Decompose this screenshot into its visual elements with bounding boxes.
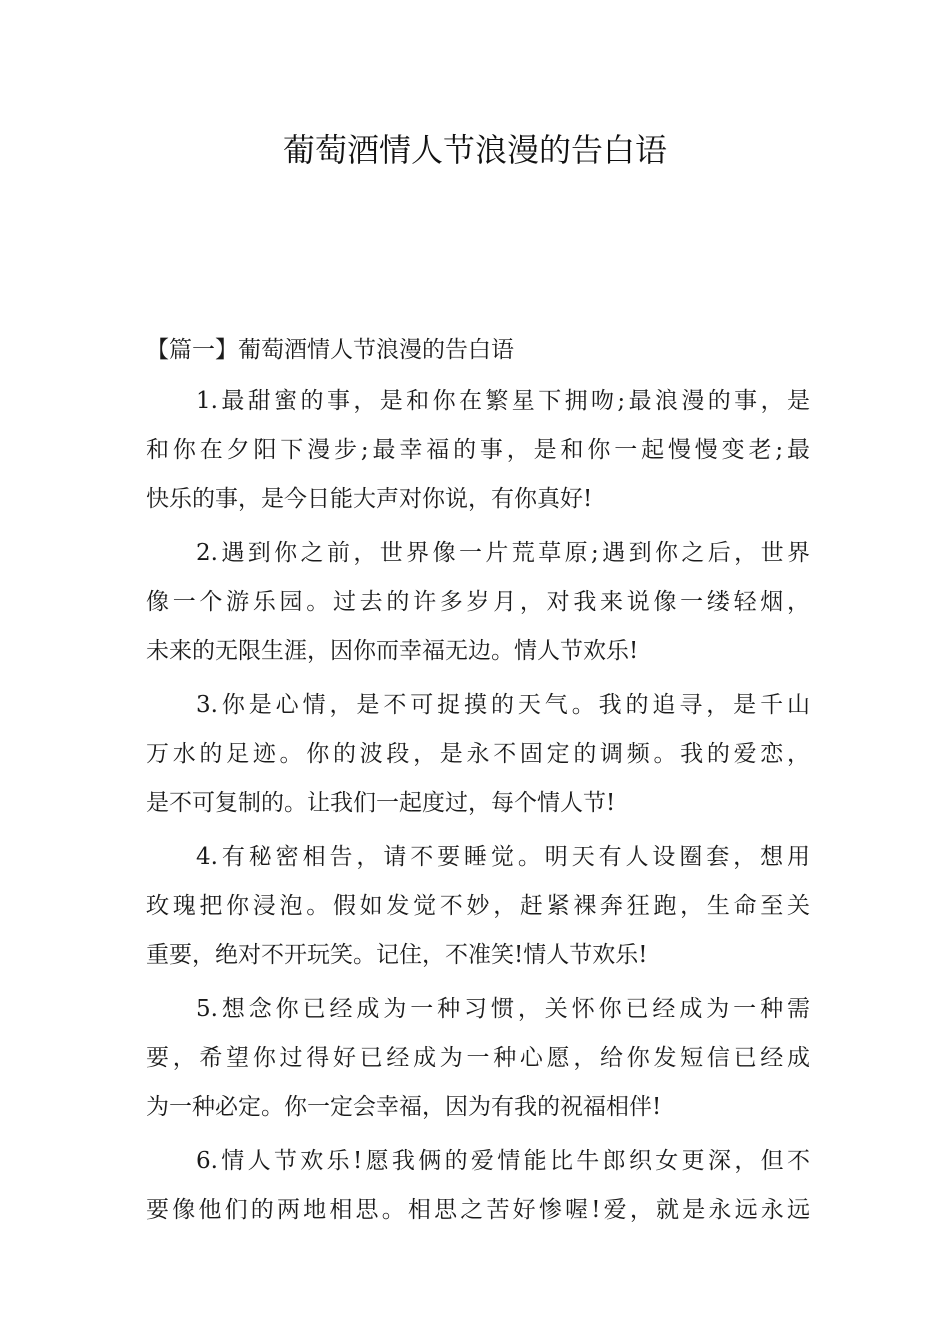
paragraph-line: 和你在夕阳下漫步;最幸福的事，是和你一起慢慢变老;最: [146, 437, 810, 463]
paragraph-line: 要，希望你过得好已经成为一种心愿，给你发短信已经成: [146, 1045, 810, 1071]
paragraph-line: 为一种必定。你一定会幸福，因为有我的祝福相伴!: [146, 1094, 662, 1120]
paragraph-5: [146, 985, 810, 1132]
paragraph-line: 3.你是心情，是不可捉摸的天气。我的追寻，是千山: [196, 692, 810, 718]
paragraph-line: 6.情人节欢乐!愿我俩的爱情能比牛郎织女更深，但不: [196, 1148, 810, 1174]
paragraph-line: 要像他们的两地相思。相思之苦好惨喔!爱，就是永远永远: [146, 1197, 810, 1223]
paragraph-line: 2.遇到你之前，世界像一片荒草原;遇到你之后，世界: [196, 540, 810, 566]
section-heading: 【篇一】葡萄酒情人节浪漫的告白语: [146, 337, 514, 363]
paragraph-3: [146, 681, 810, 828]
paragraph-line: 未来的无限生涯，因你而幸福无边。情人节欢乐!: [146, 638, 639, 664]
paragraph-line: 像一个游乐园。过去的许多岁月，对我来说像一缕轻烟，: [146, 589, 810, 615]
paragraph-2: [146, 529, 810, 676]
document-title: 葡萄酒情人节浪漫的告白语: [282, 131, 667, 169]
paragraph-line: 4.有秘密相告，请不要睡觉。明天有人设圈套，想用: [196, 844, 810, 870]
paragraph-line: 玫瑰把你浸泡。假如发觉不妙，赶紧裸奔狂跑，生命至关: [146, 893, 810, 919]
paragraph-line: 是不可复制的。让我们一起度过，每个情人节!: [146, 790, 616, 816]
paragraph-line: 重要，绝对不开玩笑。记住，不准笑!情人节欢乐!: [146, 942, 648, 968]
paragraph-1: [146, 377, 810, 524]
paragraph-4: [146, 833, 810, 980]
document-body: [146, 328, 810, 1240]
paragraph-line: 5.想念你已经成为一种习惯，关怀你已经成为一种需: [196, 996, 810, 1022]
paragraph-line: 1.最甜蜜的事，是和你在繁星下拥吻;最浪漫的事，是: [196, 388, 810, 414]
paragraph-line: 万水的足迹。你的波段，是永不固定的调频。我的爱恋，: [146, 741, 810, 767]
paragraph-6: [146, 1137, 810, 1235]
paragraph-line: 快乐的事，是今日能大声对你说，有你真好!: [146, 486, 593, 512]
